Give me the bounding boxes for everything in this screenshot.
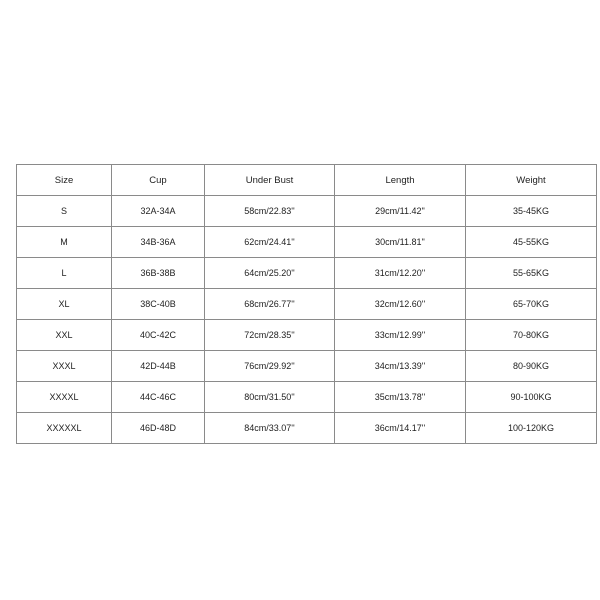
- header-cup: Cup: [112, 165, 205, 196]
- cell-size: XXXL: [17, 351, 112, 382]
- cell-length: 30cm/11.81'': [335, 227, 466, 258]
- cell-length: 33cm/12.99'': [335, 320, 466, 351]
- cell-under-bust: 84cm/33.07'': [205, 413, 335, 444]
- cell-length: 32cm/12.60'': [335, 289, 466, 320]
- cell-size: XXXXXL: [17, 413, 112, 444]
- table-row: [17, 413, 597, 444]
- cell-weight: 90-100KG: [466, 382, 597, 413]
- cell-size: L: [17, 258, 112, 289]
- cell-cup: 42D-44B: [112, 351, 205, 382]
- cell-cup: 38C-40B: [112, 289, 205, 320]
- cell-weight: 55-65KG: [466, 258, 597, 289]
- cell-cup: 46D-48D: [112, 413, 205, 444]
- cell-weight: 35-45KG: [466, 196, 597, 227]
- cell-size: XXL: [17, 320, 112, 351]
- cell-under-bust: 76cm/29.92'': [205, 351, 335, 382]
- cell-cup: 44C-46C: [112, 382, 205, 413]
- size-chart-body: [17, 165, 597, 444]
- table-row: [17, 258, 597, 289]
- cell-under-bust: 62cm/24.41'': [205, 227, 335, 258]
- cell-weight: 45-55KG: [466, 227, 597, 258]
- cell-weight: 100-120KG: [466, 413, 597, 444]
- cell-under-bust: 72cm/28.35'': [205, 320, 335, 351]
- header-under-bust: Under Bust: [205, 165, 335, 196]
- cell-size: M: [17, 227, 112, 258]
- cell-length: 34cm/13.39'': [335, 351, 466, 382]
- cell-under-bust: 80cm/31.50'': [205, 382, 335, 413]
- cell-weight: 80-90KG: [466, 351, 597, 382]
- table-row: [17, 382, 597, 413]
- cell-length: 36cm/14.17'': [335, 413, 466, 444]
- header-length: Length: [335, 165, 466, 196]
- header-weight: Weight: [466, 165, 597, 196]
- cell-size: S: [17, 196, 112, 227]
- cell-cup: 36B-38B: [112, 258, 205, 289]
- header-row: [17, 165, 597, 196]
- cell-size: XL: [17, 289, 112, 320]
- table-row: [17, 289, 597, 320]
- table-row: [17, 227, 597, 258]
- table-row: [17, 351, 597, 382]
- cell-cup: 32A-34A: [112, 196, 205, 227]
- table-row: [17, 320, 597, 351]
- cell-under-bust: 64cm/25.20'': [205, 258, 335, 289]
- cell-under-bust: 68cm/26.77'': [205, 289, 335, 320]
- cell-under-bust: 58cm/22.83'': [205, 196, 335, 227]
- cell-length: 29cm/11.42'': [335, 196, 466, 227]
- cell-cup: 40C-42C: [112, 320, 205, 351]
- cell-length: 35cm/13.78'': [335, 382, 466, 413]
- cell-size: XXXXL: [17, 382, 112, 413]
- cell-length: 31cm/12.20'': [335, 258, 466, 289]
- cell-weight: 65-70KG: [466, 289, 597, 320]
- cell-weight: 70-80KG: [466, 320, 597, 351]
- cell-cup: 34B-36A: [112, 227, 205, 258]
- size-chart-table: [16, 164, 597, 444]
- header-size: Size: [17, 165, 112, 196]
- table-row: [17, 196, 597, 227]
